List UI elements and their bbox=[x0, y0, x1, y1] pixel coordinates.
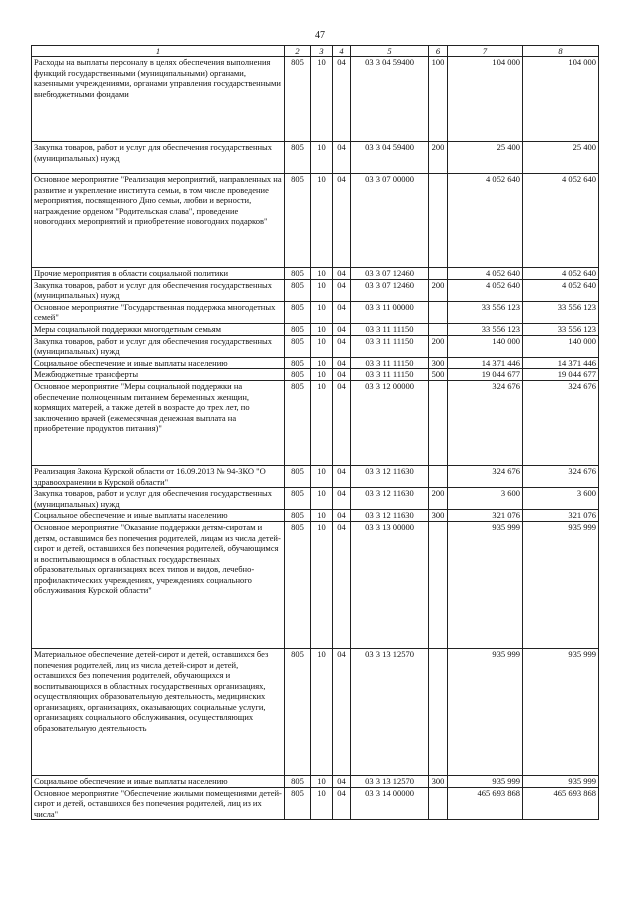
row-cell-c5: 03 3 07 12460 bbox=[351, 279, 429, 301]
row-cell-c4: 04 bbox=[333, 335, 351, 357]
row-cell-c6: 300 bbox=[429, 357, 448, 369]
row-cell-c8: 33 556 123 bbox=[523, 323, 599, 335]
row-cell-c7: 935 999 bbox=[448, 648, 523, 775]
row-cell-c8: 4 052 640 bbox=[523, 174, 599, 268]
row-cell-c3: 10 bbox=[311, 142, 333, 174]
row-cell-c8: 4 052 640 bbox=[523, 268, 599, 280]
row-cell-c6: 500 bbox=[429, 369, 448, 381]
row-cell-c8: 104 000 bbox=[523, 57, 599, 142]
table-row bbox=[32, 323, 599, 335]
row-cell-c4: 04 bbox=[333, 510, 351, 522]
header-cell-6: 6 bbox=[429, 46, 448, 57]
row-cell-c2: 805 bbox=[285, 380, 311, 465]
table-row bbox=[32, 775, 599, 787]
row-cell-c3: 10 bbox=[311, 301, 333, 323]
row-cell-c2: 805 bbox=[285, 488, 311, 510]
table-row bbox=[32, 521, 599, 648]
table-header-row bbox=[32, 46, 599, 57]
row-name-cell: Основное мероприятие "Государственная поддержка многодетных семей" bbox=[32, 301, 285, 323]
row-name-cell: Социальное обеспечение и иные выплаты населению bbox=[32, 510, 285, 522]
row-name-cell: Закупка товаров, работ и услуг для обеспечения государственных (муниципальных) нужд bbox=[32, 142, 285, 174]
row-cell-c2: 805 bbox=[285, 57, 311, 142]
row-name-cell: Меры социальной поддержки многодетным семьям bbox=[32, 323, 285, 335]
row-cell-c4: 04 bbox=[333, 380, 351, 465]
row-cell-c3: 10 bbox=[311, 510, 333, 522]
row-cell-c8: 14 371 446 bbox=[523, 357, 599, 369]
row-cell-c4: 04 bbox=[333, 301, 351, 323]
row-cell-c8: 140 000 bbox=[523, 335, 599, 357]
row-cell-c7: 104 000 bbox=[448, 57, 523, 142]
row-cell-c6 bbox=[429, 465, 448, 487]
row-cell-c6 bbox=[429, 174, 448, 268]
row-cell-c8: 3 600 bbox=[523, 488, 599, 510]
row-cell-c3: 10 bbox=[311, 335, 333, 357]
row-cell-c4: 04 bbox=[333, 323, 351, 335]
row-name-cell: Межбюджетные трансферты bbox=[32, 369, 285, 381]
row-cell-c8: 324 676 bbox=[523, 465, 599, 487]
row-cell-c5: 03 3 11 11150 bbox=[351, 369, 429, 381]
row-cell-c3: 10 bbox=[311, 174, 333, 268]
row-cell-c4: 04 bbox=[333, 174, 351, 268]
row-cell-c3: 10 bbox=[311, 521, 333, 648]
row-cell-c6: 100 bbox=[429, 57, 448, 142]
row-cell-c2: 805 bbox=[285, 301, 311, 323]
row-cell-c4: 04 bbox=[333, 279, 351, 301]
row-cell-c2: 805 bbox=[285, 465, 311, 487]
row-cell-c7: 4 052 640 bbox=[448, 268, 523, 280]
row-cell-c3: 10 bbox=[311, 380, 333, 465]
row-cell-c2: 805 bbox=[285, 510, 311, 522]
table-row bbox=[32, 279, 599, 301]
row-cell-c7: 324 676 bbox=[448, 380, 523, 465]
table-row bbox=[32, 369, 599, 381]
row-cell-c6 bbox=[429, 648, 448, 775]
row-cell-c6: 300 bbox=[429, 775, 448, 787]
row-cell-c7: 140 000 bbox=[448, 335, 523, 357]
page-number: 47 bbox=[315, 30, 325, 41]
row-cell-c8: 935 999 bbox=[523, 648, 599, 775]
row-cell-c5: 03 3 11 11150 bbox=[351, 335, 429, 357]
row-cell-c6 bbox=[429, 301, 448, 323]
row-cell-c5: 03 3 11 11150 bbox=[351, 357, 429, 369]
row-cell-c4: 04 bbox=[333, 369, 351, 381]
row-cell-c8: 935 999 bbox=[523, 521, 599, 648]
row-cell-c8: 935 999 bbox=[523, 775, 599, 787]
row-cell-c7: 33 556 123 bbox=[448, 323, 523, 335]
row-cell-c5: 03 3 13 00000 bbox=[351, 521, 429, 648]
row-cell-c4: 04 bbox=[333, 488, 351, 510]
header-cell-8: 8 bbox=[523, 46, 599, 57]
row-cell-c4: 04 bbox=[333, 787, 351, 820]
row-cell-c2: 805 bbox=[285, 323, 311, 335]
row-cell-c2: 805 bbox=[285, 648, 311, 775]
row-cell-c2: 805 bbox=[285, 369, 311, 381]
row-cell-c6: 200 bbox=[429, 488, 448, 510]
row-cell-c7: 25 400 bbox=[448, 142, 523, 174]
table-row bbox=[32, 380, 599, 465]
row-cell-c8: 321 076 bbox=[523, 510, 599, 522]
budget-table bbox=[31, 45, 599, 820]
header-cell-5: 5 bbox=[351, 46, 429, 57]
row-cell-c8: 25 400 bbox=[523, 142, 599, 174]
row-cell-c3: 10 bbox=[311, 268, 333, 280]
row-cell-c6: 200 bbox=[429, 279, 448, 301]
row-cell-c5: 03 3 07 00000 bbox=[351, 174, 429, 268]
row-cell-c4: 04 bbox=[333, 357, 351, 369]
row-cell-c5: 03 3 13 12570 bbox=[351, 775, 429, 787]
row-cell-c8: 33 556 123 bbox=[523, 301, 599, 323]
row-cell-c3: 10 bbox=[311, 323, 333, 335]
row-cell-c2: 805 bbox=[285, 174, 311, 268]
row-cell-c5: 03 3 13 12570 bbox=[351, 648, 429, 775]
header-cell-7: 7 bbox=[448, 46, 523, 57]
row-name-cell: Основное мероприятие "Обеспечение жилыми помещениями детей-сирот и детей, оставшихся без попечения родителей, лиц из их числа" bbox=[32, 787, 285, 820]
table-row bbox=[32, 357, 599, 369]
row-cell-c2: 805 bbox=[285, 775, 311, 787]
row-cell-c5: 03 3 11 00000 bbox=[351, 301, 429, 323]
row-cell-c6 bbox=[429, 268, 448, 280]
row-cell-c3: 10 bbox=[311, 775, 333, 787]
table-row bbox=[32, 335, 599, 357]
row-cell-c3: 10 bbox=[311, 465, 333, 487]
table-body bbox=[32, 57, 599, 820]
row-cell-c3: 10 bbox=[311, 357, 333, 369]
row-name-cell: Основное мероприятие "Меры социальной поддержки на обеспечение полноценным питанием беременных женщин, кормящих матерей, а также детей в возрасте до трех лет, по заключению врачей (ежемесячная денежная выплата на приобретение продуктов питания)" bbox=[32, 380, 285, 465]
header-cell-2: 2 bbox=[285, 46, 311, 57]
row-cell-c2: 805 bbox=[285, 357, 311, 369]
row-name-cell: Социальное обеспечение и иные выплаты населению bbox=[32, 357, 285, 369]
header-cell-3: 3 bbox=[311, 46, 333, 57]
table-row bbox=[32, 57, 599, 142]
row-name-cell: Расходы на выплаты персоналу в целях обеспечения выполнения функций государственными (муниципальными) органами, казенными учреждениями, органами управления государственными внебюджетными фондами bbox=[32, 57, 285, 142]
row-cell-c5: 03 3 14 00000 bbox=[351, 787, 429, 820]
row-cell-c6 bbox=[429, 323, 448, 335]
header-cell-4: 4 bbox=[333, 46, 351, 57]
table-row bbox=[32, 787, 599, 820]
row-cell-c2: 805 bbox=[285, 787, 311, 820]
row-cell-c5: 03 3 12 11630 bbox=[351, 488, 429, 510]
table-row bbox=[32, 142, 599, 174]
row-cell-c3: 10 bbox=[311, 369, 333, 381]
row-cell-c7: 4 052 640 bbox=[448, 279, 523, 301]
row-cell-c2: 805 bbox=[285, 521, 311, 648]
row-cell-c3: 10 bbox=[311, 57, 333, 142]
table-row bbox=[32, 465, 599, 487]
row-cell-c5: 03 3 04 59400 bbox=[351, 142, 429, 174]
table-row bbox=[32, 488, 599, 510]
row-cell-c5: 03 3 12 11630 bbox=[351, 465, 429, 487]
row-name-cell: Закупка товаров, работ и услуг для обеспечения государственных (муниципальных) нужд bbox=[32, 335, 285, 357]
row-cell-c7: 935 999 bbox=[448, 521, 523, 648]
row-cell-c7: 4 052 640 bbox=[448, 174, 523, 268]
row-cell-c7: 33 556 123 bbox=[448, 301, 523, 323]
row-cell-c4: 04 bbox=[333, 775, 351, 787]
row-name-cell: Основное мероприятие "Оказание поддержки детям-сиротам и детям, оставшимся без попечения родителей, лицам из числа детей-сирот и детей, оставшихся без попечения родителей, обучающимся и воспитывающимся в областных государственных образовательных организациях всех типов и видов, лечебно-профилактических учреждениях, учреждениях социального обслуживания Курской области" bbox=[32, 521, 285, 648]
row-cell-c6 bbox=[429, 521, 448, 648]
table-row bbox=[32, 301, 599, 323]
row-cell-c6: 300 bbox=[429, 510, 448, 522]
row-cell-c3: 10 bbox=[311, 648, 333, 775]
row-cell-c3: 10 bbox=[311, 279, 333, 301]
row-cell-c3: 10 bbox=[311, 787, 333, 820]
row-cell-c2: 805 bbox=[285, 335, 311, 357]
row-cell-c5: 03 3 11 11150 bbox=[351, 323, 429, 335]
row-cell-c7: 935 999 bbox=[448, 775, 523, 787]
row-name-cell: Прочие мероприятия в области социальной политики bbox=[32, 268, 285, 280]
row-cell-c7: 14 371 446 bbox=[448, 357, 523, 369]
row-cell-c5: 03 3 04 59400 bbox=[351, 57, 429, 142]
row-cell-c6: 200 bbox=[429, 335, 448, 357]
row-name-cell: Закупка товаров, работ и услуг для обеспечения государственных (муниципальных) нужд bbox=[32, 488, 285, 510]
row-cell-c4: 04 bbox=[333, 648, 351, 775]
row-cell-c6: 200 bbox=[429, 142, 448, 174]
row-cell-c8: 324 676 bbox=[523, 380, 599, 465]
row-cell-c8: 465 693 868 bbox=[523, 787, 599, 820]
header-cell-1: 1 bbox=[32, 46, 285, 57]
row-cell-c7: 321 076 bbox=[448, 510, 523, 522]
row-name-cell: Основное мероприятие "Реализация мероприятий, направленных на развитие и укрепление института семьи, в том числе проведение мероприятия, посвященного Дню семьи, любви и верности, награждение орденом "Родительская слава", проведение новогодних мероприятий и приобретение новогодних подарков" bbox=[32, 174, 285, 268]
row-cell-c5: 03 3 12 00000 bbox=[351, 380, 429, 465]
row-cell-c4: 04 bbox=[333, 521, 351, 648]
row-cell-c3: 10 bbox=[311, 488, 333, 510]
row-name-cell: Социальное обеспечение и иные выплаты населению bbox=[32, 775, 285, 787]
row-cell-c7: 19 044 677 bbox=[448, 369, 523, 381]
row-cell-c6 bbox=[429, 787, 448, 820]
row-cell-c4: 04 bbox=[333, 465, 351, 487]
table-row bbox=[32, 268, 599, 280]
table-row bbox=[32, 174, 599, 268]
row-name-cell: Реализация Закона Курской области от 16.09.2013 № 94-ЗКО "О здравоохранении в Курской области" bbox=[32, 465, 285, 487]
row-cell-c2: 805 bbox=[285, 268, 311, 280]
row-name-cell: Материальное обеспечение детей-сирот и детей, оставшихся без попечения родителей, лиц из числа детей-сирот и детей, оставшихся без попечения родителей, обучающихся и воспитывающихся в областных государственных организациях, осуществляющих образовательную деятельность, медицинских организациях, организациях, оказывающих социальные услуги, организациях социального обслуживания, осуществляющих образовательную деятельность bbox=[32, 648, 285, 775]
table-row bbox=[32, 510, 599, 522]
row-cell-c7: 324 676 bbox=[448, 465, 523, 487]
table-row bbox=[32, 648, 599, 775]
row-cell-c4: 04 bbox=[333, 268, 351, 280]
row-cell-c2: 805 bbox=[285, 279, 311, 301]
row-name-cell: Закупка товаров, работ и услуг для обеспечения государственных (муниципальных) нужд bbox=[32, 279, 285, 301]
row-cell-c2: 805 bbox=[285, 142, 311, 174]
row-cell-c8: 19 044 677 bbox=[523, 369, 599, 381]
row-cell-c6 bbox=[429, 380, 448, 465]
row-cell-c7: 3 600 bbox=[448, 488, 523, 510]
row-cell-c7: 465 693 868 bbox=[448, 787, 523, 820]
row-cell-c4: 04 bbox=[333, 57, 351, 142]
row-cell-c5: 03 3 12 11630 bbox=[351, 510, 429, 522]
row-cell-c5: 03 3 07 12460 bbox=[351, 268, 429, 280]
row-cell-c4: 04 bbox=[333, 142, 351, 174]
row-cell-c8: 4 052 640 bbox=[523, 279, 599, 301]
